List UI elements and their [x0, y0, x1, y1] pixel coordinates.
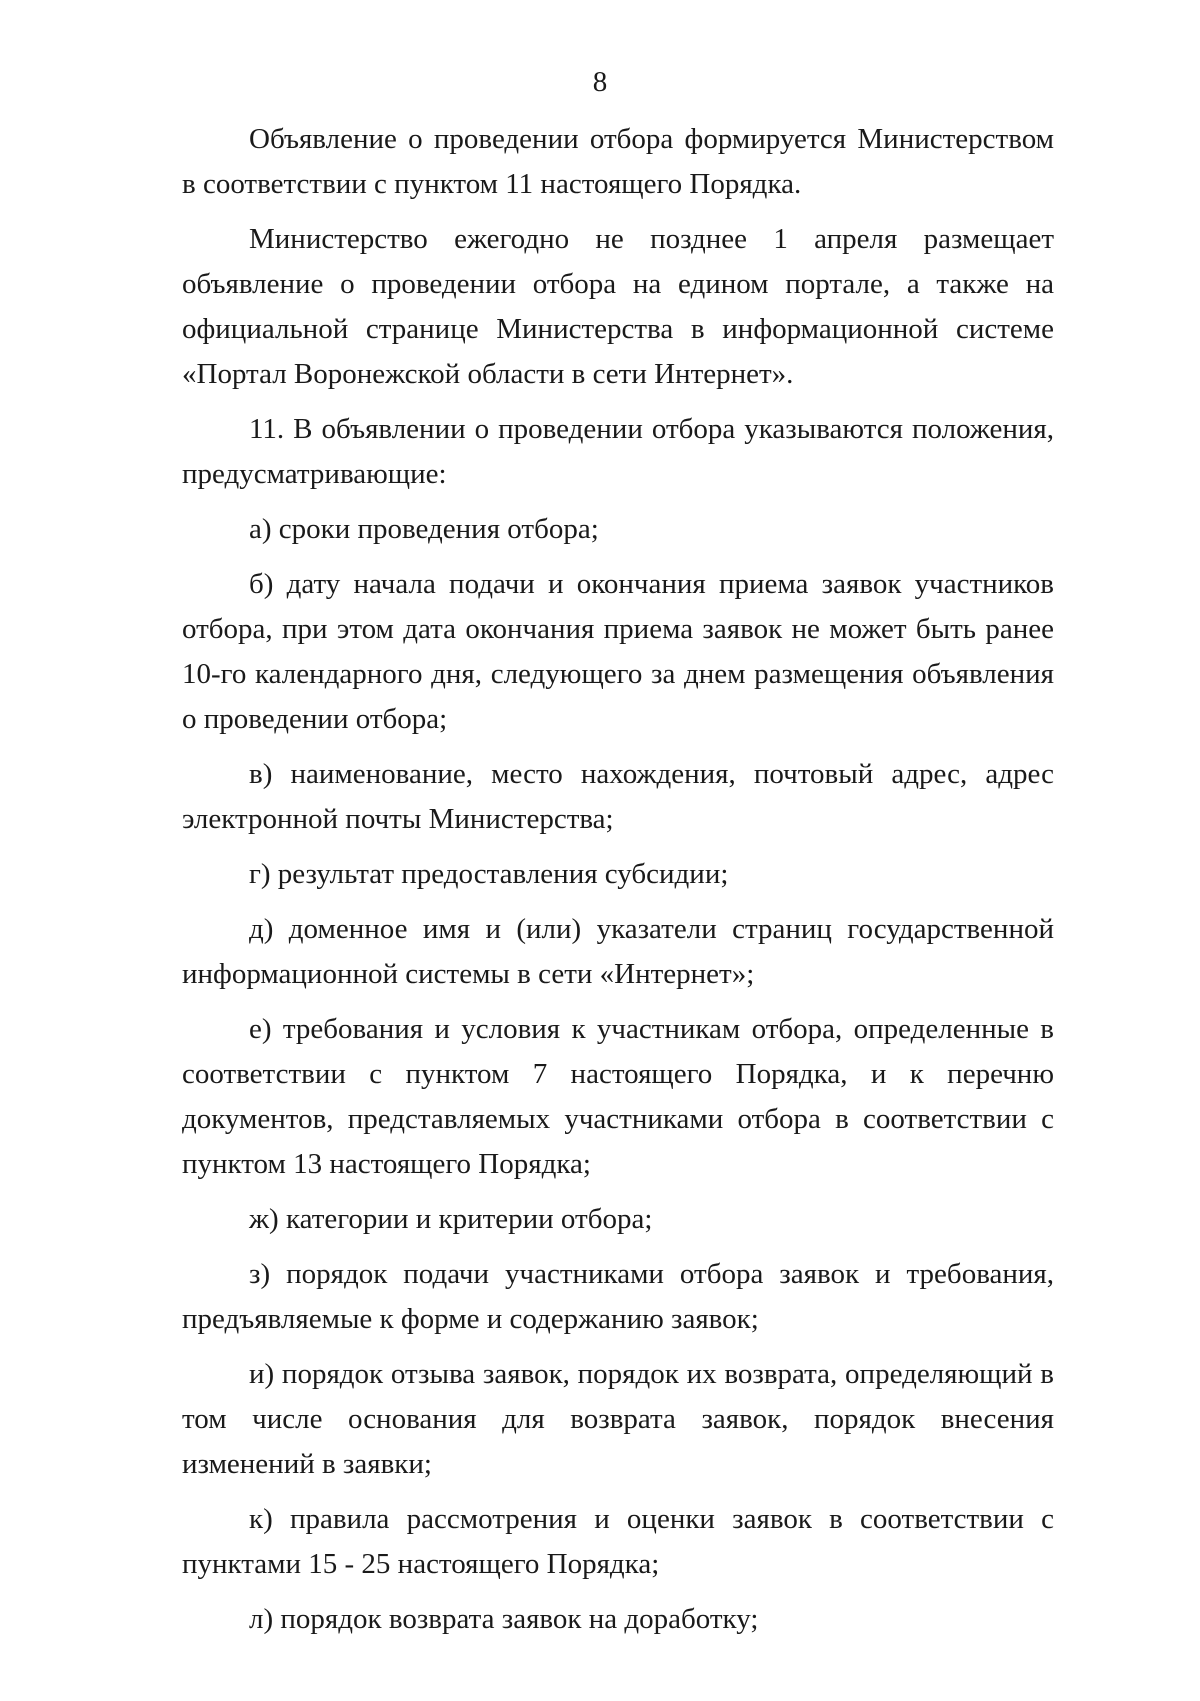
list-item-zh: ж) категории и критерии отбора;	[249, 1203, 653, 1235]
paragraph-announcement-formation: Объявление о проведении отбора формируется Министерством в соответствии с пунктом 11 настоящего Порядка.	[182, 123, 1054, 200]
list-item-g: г) результат предоставления субсидии;	[249, 858, 729, 890]
list-item-k: к) правила рассмотрения и оценки заявок в соответствии с пунктами 15 - 25 настоящего Порядка;	[182, 1503, 1054, 1580]
list-item-e: е) требования и условия к участникам отбора, определенные в соответствии с пунктом 7 настоящего Порядка, и к перечню документов, представляемых участниками отбора в соответствии с пунктом 13 настоящего Порядка;	[182, 1013, 1054, 1180]
list-item-i: и) порядок отзыва заявок, порядок их возврата, определяющий в том числе основания для возврата заявок, порядок внесения изменений в заявки;	[182, 1358, 1054, 1480]
list-item-v: в) наименование, место нахождения, почтовый адрес, адрес электронной почты Министерства;	[182, 758, 1054, 835]
paragraph-announcement-publication: Министерство ежегодно не позднее 1 апреля размещает объявление о проведении отбора на едином портале, а также на официальной странице Министерства в информационной системе «Портал Воронежской области в сети Интернет».	[182, 223, 1054, 390]
list-item-a: а) сроки проведения отбора;	[249, 513, 599, 545]
paragraph-clause-11: 11. В объявлении о проведении отбора указываются положения, предусматривающие:	[182, 413, 1054, 490]
list-item-b: б) дату начала подачи и окончания приема заявок участников отбора, при этом дата окончания приема заявок не может быть ранее 10-го календарного дня, следующего за днем размещения объявления о проведении отбора;	[182, 568, 1054, 735]
document-body	[182, 117, 1054, 1652]
list-item-d: д) доменное имя и (или) указатели страниц государственной информационной системы в сети «Интернет»;	[182, 913, 1054, 990]
list-item-l: л) порядок возврата заявок на доработку;	[249, 1603, 759, 1635]
list-item-z: з) порядок подачи участниками отбора заявок и требования, предъявляемые к форме и содержанию заявок;	[182, 1258, 1054, 1335]
page-number: 8	[592, 66, 608, 98]
